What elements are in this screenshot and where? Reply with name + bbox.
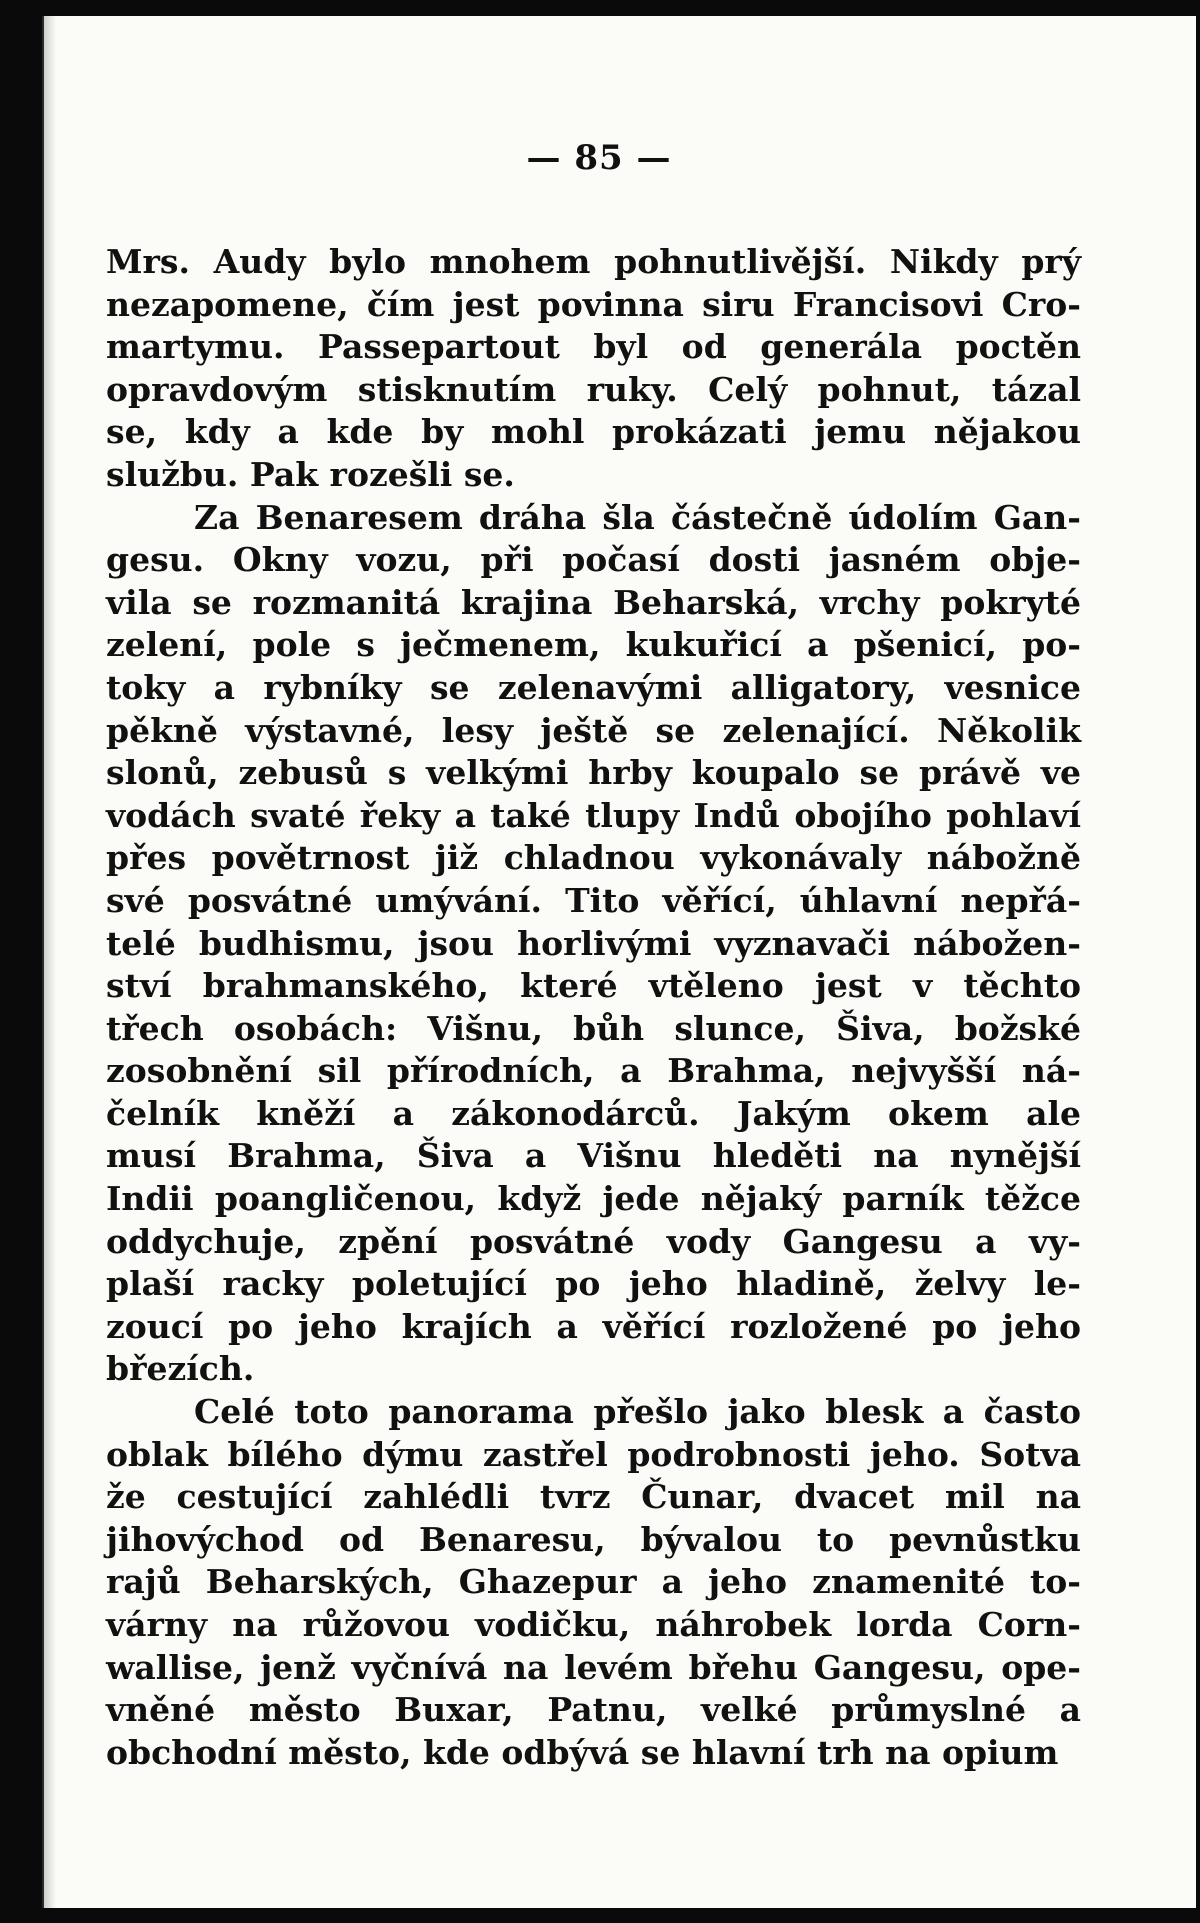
text-line: Celé toto panorama přešlo jako blesk a často [194, 1392, 1081, 1432]
text-line: plaší racky poletující po jeho hladině, želvy le- [106, 1264, 1081, 1304]
text-line: zelení, pole s ječmenem, kukuřicí a pšenicí, po- [106, 625, 1081, 665]
text-line: martymu. Passepartout byl od generála poctěn [106, 327, 1081, 367]
text-line: jihovýchod od Benaresu, bývalou to pevnůstku [106, 1519, 1081, 1559]
text-line: toky a rybníky se zelenavými alligatory, vesnice [106, 667, 1081, 707]
text-line: své posvátné umývání. Tito věřící, úhlavní nepřá- [106, 880, 1081, 920]
text-line: pěkně výstavné, lesy ještě se zelenající. Několik [106, 710, 1081, 750]
text-line: ství brahmanského, které vtěleno jest v těchto [106, 966, 1081, 1006]
text-line: rajů Beharských, Ghazepur a jeho znamenité to- [106, 1562, 1081, 1602]
text-line: čelník kněží a zákonodárců. Jakým okem ale [106, 1093, 1081, 1133]
text-line: várny na růžovou vodičku, náhrobek lorda Corn- [106, 1605, 1081, 1644]
text-line: slonů, zebusů s velkými hrby koupalo se právě ve [106, 753, 1081, 793]
text-line: vněné město Buxar, Patnu, velké průmyslné a [106, 1690, 1081, 1730]
text-line: se, kdy a kde by mohl prokázati jemu nějakou [106, 412, 1081, 452]
text-line: Mrs. Audy bylo mnohem pohnutlivější. Nikdy prý [106, 242, 1081, 281]
text-line: přes povětrnost již chladnou vykonávaly nábožně [106, 838, 1081, 878]
text-line: wallise, jenž vyčnívá na levém břehu Gangesu, ope- [106, 1647, 1081, 1687]
page-number: — 85 — [526, 138, 672, 178]
text-line: gesu. Okny vozu, při počasí dosti jasném obje- [106, 540, 1081, 580]
text-line: zoucí po jeho krajích a věřící rozložené po jeho [106, 1306, 1081, 1346]
text-line: že cestující zahlédli tvrz Čunar, dvacet mil na [106, 1477, 1081, 1517]
text-line: službu. Pak rozešli se. [106, 454, 515, 494]
text-line: telé budhismu, jsou horlivými vyznavači nábožen- [106, 923, 1081, 963]
binding-shadow [44, 16, 56, 1908]
text-line: oddychuje, zpění posvátné vody Gangesu a vy- [106, 1221, 1081, 1261]
text-line: třech osobách: Višnu, bůh slunce, Šiva, božské [106, 1008, 1081, 1048]
text-line: obchodní město, kde odbývá se hlavní trh na opium [106, 1732, 1059, 1772]
book-page [42, 16, 1196, 1908]
text-line: vila se rozmanitá krajina Beharská, vrchy pokryté [106, 582, 1081, 622]
text-line: musí Brahma, Šiva a Višnu hleděti na nynější [106, 1136, 1081, 1176]
text-line: Za Benaresem dráha šla částečně údolím Gan- [194, 497, 1081, 537]
text-line: opravdovým stisknutím ruky. Celý pohnut, tázal [106, 369, 1081, 409]
body-text [106, 241, 1081, 1774]
text-line: březích. [106, 1349, 255, 1389]
text-line: nezapomene, čím jest povinna siru Francisovi Cro- [106, 284, 1081, 324]
text-line: vodách svaté řeky a také tlupy Indů obojího pohlaví [106, 795, 1081, 835]
text-line: Indii poangličenou, když jede nějaký parník těžce [106, 1179, 1081, 1219]
text-line: oblak bílého dýmu zastřel podrobnosti jeho. Sotva [106, 1434, 1081, 1474]
text-line: zosobnění sil přírodních, a Brahma, nejvyšší ná- [106, 1051, 1081, 1091]
